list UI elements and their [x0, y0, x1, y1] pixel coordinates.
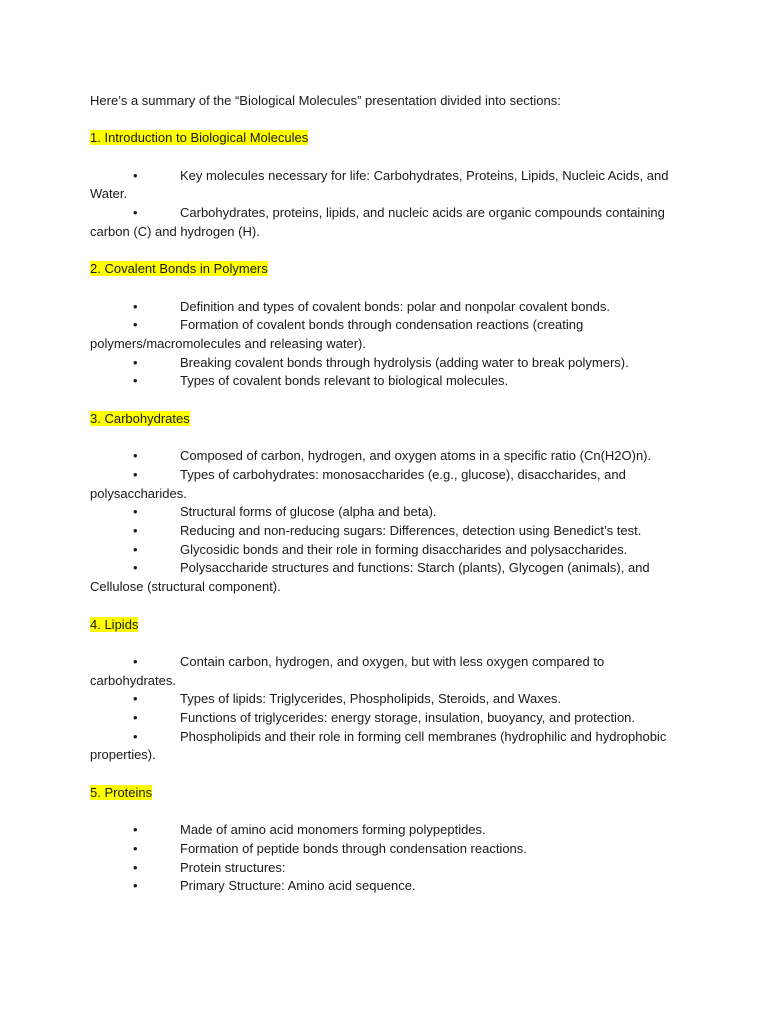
bullet-marker: • — [133, 653, 138, 669]
bullet-marker: • — [133, 504, 138, 520]
bullet-list — [90, 653, 678, 765]
section-heading: 5. Proteins — [90, 784, 153, 800]
bullet-marker: • — [133, 859, 138, 875]
bullet-item: • Types of lipids: Triglycerides, Phospholipids, Steroids, and Waxes. — [90, 690, 678, 709]
bullet-marker: • — [133, 822, 138, 838]
bullet-item: • Definition and types of covalent bonds: polar and nonpolar covalent bonds. — [90, 298, 678, 317]
bullet-list — [90, 298, 678, 392]
bullet-item: • Reducing and non-reducing sugars: Differences, detection using Benedict’s test. — [90, 522, 678, 541]
bullet-marker: • — [133, 354, 138, 370]
bullet-item: • Breaking covalent bonds through hydrolysis (adding water to break polymers). — [90, 354, 678, 373]
bullet-item: • Protein structures: — [90, 859, 678, 878]
bullet-item: • Formation of peptide bonds through condensation reactions. — [90, 840, 678, 859]
bullet-item: • Composed of carbon, hydrogen, and oxygen atoms in a specific ratio (Cn(H2O)n). — [90, 447, 678, 466]
section-heading: 2. Covalent Bonds in Polymers — [90, 261, 268, 277]
bullet-marker: • — [133, 728, 138, 744]
bullet-item: • Functions of triglycerides: energy storage, insulation, buoyancy, and protection. — [90, 709, 678, 728]
bullet-item: • Glycosidic bonds and their role in forming disaccharides and polysaccharides. — [90, 541, 678, 560]
bullet-marker: • — [133, 710, 138, 726]
bullet-marker: • — [133, 541, 138, 557]
bullet-marker: • — [133, 878, 138, 894]
section-2 — [90, 260, 678, 391]
intro-text: Here’s a summary of the “Biological Molecules” presentation divided into sections: — [90, 93, 561, 108]
bullet-item: • Primary Structure: Amino acid sequence. — [90, 877, 678, 896]
bullet-item: • Carbohydrates, proteins, lipids, and nucleic acids are organic compounds containing carbon (C) and hydrogen (H). — [90, 205, 665, 239]
bullet-marker: • — [133, 840, 138, 856]
bullet-marker: • — [133, 205, 138, 221]
bullet-marker: • — [133, 373, 138, 389]
section-3 — [90, 410, 678, 597]
section-heading: 1. Introduction to Biological Molecules — [90, 130, 309, 146]
bullet-marker: • — [133, 523, 138, 539]
bullet-marker: • — [133, 466, 138, 482]
bullet-marker: • — [133, 317, 138, 333]
bullet-marker: • — [133, 691, 138, 707]
bullet-item: • Made of amino acid monomers forming polypeptides. — [90, 821, 678, 840]
bullet-marker: • — [133, 167, 138, 183]
section-heading: 3. Carbohydrates — [90, 410, 190, 426]
section-5 — [90, 784, 678, 896]
bullet-item: • Formation of covalent bonds through condensation reactions (creating polymers/macromolecules and releasing water). — [90, 317, 584, 352]
bullet-marker: • — [133, 448, 138, 464]
bullet-item: • Polysaccharide structures and functions: Starch (plants), Glycogen (animals), and Cellulose (structural component). — [90, 560, 650, 595]
bullet-list — [90, 821, 678, 896]
bullet-item: • Phospholipids and their role in forming cell membranes (hydrophilic and hydrophobic properties). — [90, 728, 667, 763]
section-4 — [90, 616, 678, 766]
bullet-list — [90, 447, 678, 597]
bullet-item: • Types of covalent bonds relevant to biological molecules. — [90, 372, 678, 391]
bullet-item: • Contain carbon, hydrogen, and oxygen, but with less oxygen compared to carbohydrates. — [90, 653, 605, 688]
bullet-marker: • — [133, 560, 138, 576]
section-heading: 4. Lipids — [90, 616, 139, 632]
bullet-item: • Structural forms of glucose (alpha and beta). — [90, 503, 678, 522]
bullet-marker: • — [133, 298, 138, 314]
section-1 — [90, 129, 678, 241]
bullet-item: • Types of carbohydrates: monosaccharides (e.g., glucose), disaccharides, and polysaccharides. — [90, 466, 626, 501]
bullet-item: • Key molecules necessary for life: Carbohydrates, Proteins, Lipids, Nucleic Acids, and Water. — [90, 167, 669, 202]
bullet-list — [90, 167, 678, 242]
